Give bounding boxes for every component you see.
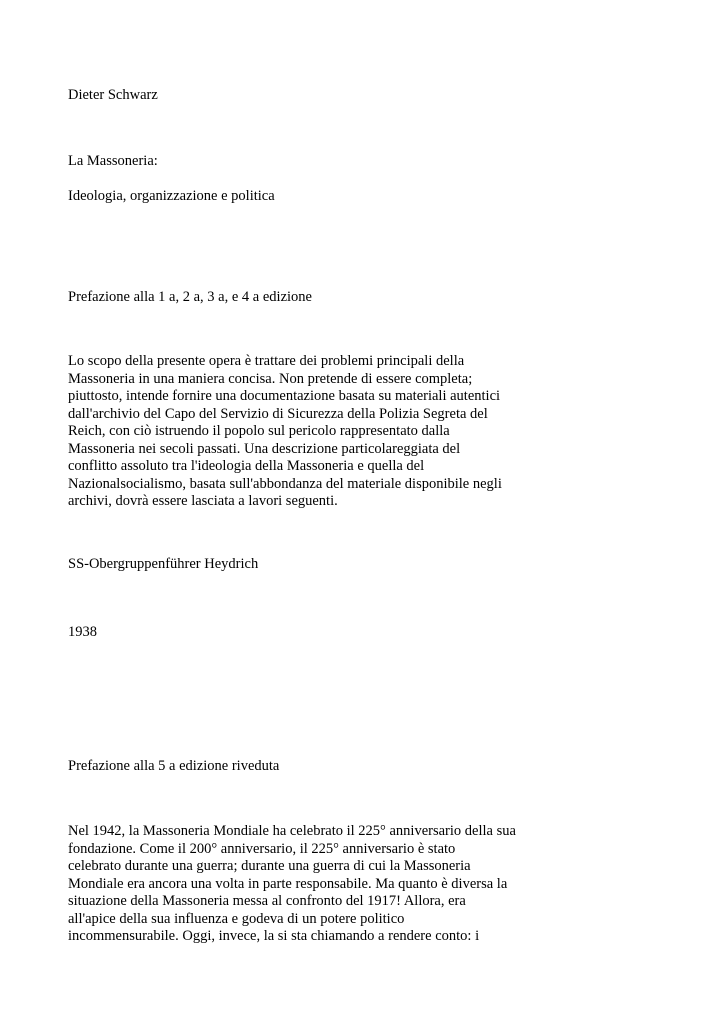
- preface-1-body: [68, 353, 528, 511]
- preface-2-heading: Prefazione alla 5 a edizione riveduta: [68, 758, 280, 774]
- author-name: Dieter Schwarz: [68, 87, 158, 103]
- preface-1-line: piuttosto, intende fornire una documentazione basata su materiali autentici: [68, 388, 501, 404]
- preface-1-line: Lo scopo della presente opera è trattare dei problemi principali della: [68, 353, 465, 369]
- preface-2-line: all'apice della sua influenza e godeva di un potere politico: [68, 910, 405, 927]
- document-title: La Massoneria:: [68, 153, 158, 169]
- preface-1-line: dall'archivio del Capo del Servizio di Sicurezza della Polizia Segreta del: [68, 405, 488, 422]
- preface-1-line: Massoneria nei secoli passati. Una descrizione particolareggiata del: [68, 440, 461, 457]
- preface-1-line: Massoneria in una maniera concisa. Non pretende di essere completa;: [68, 370, 473, 387]
- preface-1-heading: Prefazione alla 1 a, 2 a, 3 a, e 4 a edizione: [68, 289, 312, 305]
- preface-2-line: fondazione. Come il 200° anniversario, il 225° anniversario è stato: [68, 840, 456, 857]
- preface-2-line: incommensurabile. Oggi, invece, la si sta chiamando a rendere conto: i: [68, 928, 480, 944]
- preface-1-line: Nazionalsocialismo, basata sull'abbondanza del materiale disponibile negli: [68, 475, 502, 492]
- preface-1-year: 1938: [68, 624, 97, 640]
- document-subtitle: Ideologia, organizzazione e politica: [68, 188, 275, 204]
- preface-2-line: celebrato durante una guerra; durante una guerra di cui la Massoneria: [68, 858, 471, 874]
- preface-2-line: Mondiale era ancora una volta in parte responsabile. Ma quanto è diversa la: [68, 875, 508, 892]
- preface-1-line: conflitto assoluto tra l'ideologia della Massoneria e quella del: [68, 458, 425, 474]
- preface-2-line: Nel 1942, la Massoneria Mondiale ha celebrato il 225° anniversario della sua: [68, 823, 516, 839]
- preface-1-line: archivi, dovrà essere lasciata a lavori seguenti.: [68, 493, 338, 509]
- preface-2-body: [68, 823, 528, 946]
- preface-2-line: situazione della Massoneria messa al confronto del 1917! Allora, era: [68, 893, 466, 909]
- preface-1-signature: SS-Obergruppenführer Heydrich: [68, 556, 259, 572]
- preface-1-line: Reich, con ciò istruendo il popolo sul pericolo rappresentato dalla: [68, 423, 450, 439]
